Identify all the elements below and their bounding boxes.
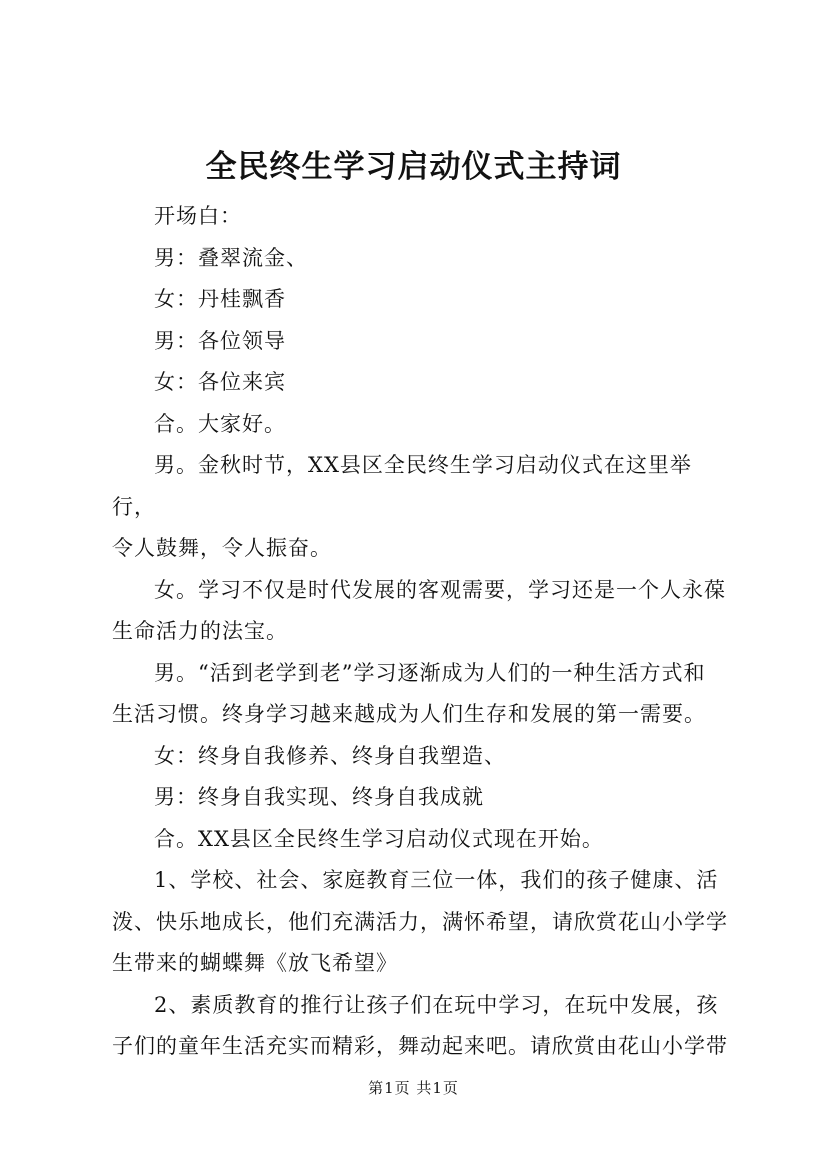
paragraph-together-1 [112,404,732,446]
text-line: 生命活力的法宝。 [112,619,288,643]
text-line: 令人鼓舞，令人振奋。 [112,536,332,560]
text-line: 生带来的蝴蝶舞《放飞希望》 [112,951,398,975]
text-line: 男。“活到老学到老”学习逐渐成为人们的一种生活方式和 [154,660,706,685]
text-line: 开场白： [154,204,242,228]
paragraph-female-3 [112,570,732,653]
paragraph-male-3 [112,445,732,570]
text-line: 1、学校、社会、家庭教育三位一体，我们的孩子健康、活 [154,868,719,892]
text-line: 2、素质教育的推行让孩子们在玩中学习，在玩中发展，孩 [154,992,719,1017]
paragraph-female-4 [112,736,732,778]
paragraph-male-2 [112,321,732,363]
text-line: 泼、快乐地成长，他们充满活力，满怀希望，请欣赏花山小学学 [112,909,728,934]
text-line: 男。金秋时节，XX县区全民终生学习启动仪式在这里举行， [112,453,692,519]
paragraph-item-2 [112,985,732,1068]
text-line: 合。XX县区全民终生学习启动仪式现在开始。 [154,826,604,851]
paragraph-male-5 [112,777,732,819]
text-line: 女。学习不仅是时代发展的客观需要，学习还是一个人永葆 [154,577,726,602]
text-line: 男：终身自我实现、终身自我成就 [154,785,484,809]
paragraph-male-1 [112,238,732,280]
paragraph-item-1 [112,860,732,985]
text-line: 男：各位领导 [154,328,286,353]
paragraph-male-4 [112,653,732,736]
text-line: 男：叠翠流金、 [154,245,308,270]
text-line: 女：丹桂飘香 [154,287,286,311]
text-line: 合。大家好。 [154,411,286,436]
document-title: 全民终生学习启动仪式主持词 [205,149,622,185]
text-line: 生活习惯。终身学习越来越成为人们生存和发展的第一需要。 [112,702,706,726]
document-body [112,196,732,1068]
paragraph-together-2 [112,819,732,861]
paragraph-opening [112,196,732,238]
paragraph-female-1 [112,279,732,321]
paragraph-female-2 [112,362,732,404]
page-number-footer: 第1页 共1页 [368,1079,459,1097]
text-line: 女：各位来宾 [154,370,286,394]
text-line: 女：终身自我修养、终身自我塑造、 [154,743,506,768]
text-line: 子们的童年生活充实而精彩，舞动起来吧。请欣赏由花山小学带 [112,1034,728,1058]
